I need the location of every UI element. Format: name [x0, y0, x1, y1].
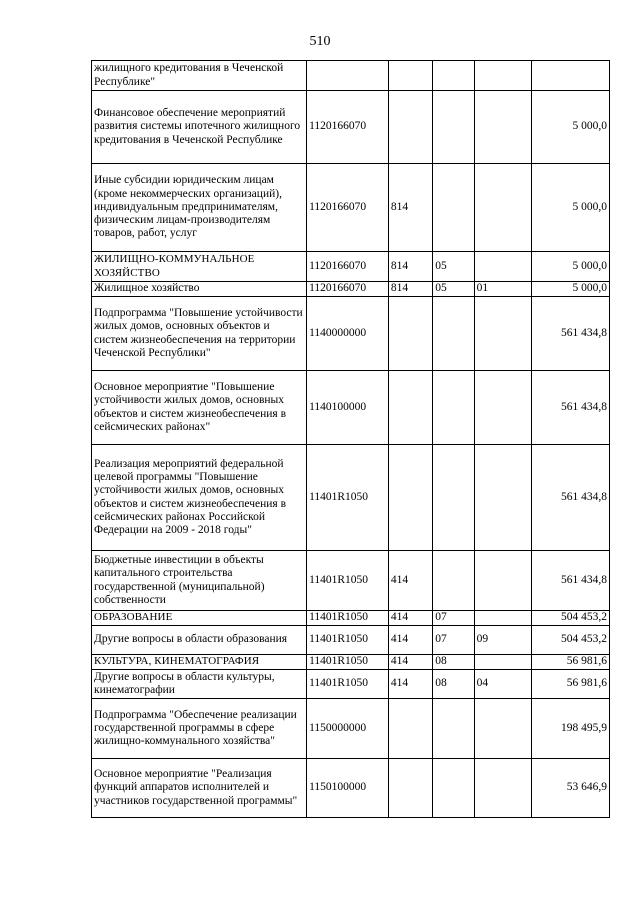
- row-section: 08: [433, 655, 474, 670]
- row-section: [433, 297, 474, 371]
- row-subsection: [474, 611, 532, 626]
- row-code: 11401R1050: [307, 626, 389, 655]
- table-row: [92, 699, 610, 759]
- row-subsection: 09: [474, 626, 532, 655]
- table-row: [92, 551, 610, 611]
- table-row: [92, 91, 610, 164]
- row-section: [433, 91, 474, 164]
- row-section: 07: [433, 626, 474, 655]
- row-subsection: [474, 655, 532, 670]
- row-code: 1150000000: [307, 699, 389, 759]
- row-expense-type: 814: [388, 282, 432, 297]
- budget-table: [91, 60, 610, 818]
- row-sum: 5 000,0: [532, 252, 610, 282]
- row-subsection: [474, 699, 532, 759]
- row-code: [307, 61, 389, 91]
- table-row: [92, 611, 610, 626]
- row-expense-type: [388, 61, 432, 91]
- row-name: Подпрограмма "Повышение устойчивости жилых домов, основных объектов и систем жизнеобеспечения на территории Чеченской Республики": [92, 297, 307, 371]
- row-sum: 561 434,8: [532, 371, 610, 445]
- row-expense-type: 814: [388, 164, 432, 252]
- row-subsection: [474, 759, 532, 818]
- row-name: Другие вопросы в области культуры, кинематографии: [92, 670, 307, 699]
- row-sum: [532, 61, 610, 91]
- table-row: [92, 371, 610, 445]
- row-name: Основное мероприятие "Реализация функций аппаратов исполнителей и участников государственной программы": [92, 759, 307, 818]
- row-name: ОБРАЗОВАНИЕ: [92, 611, 307, 626]
- row-sum: 5 000,0: [532, 282, 610, 297]
- row-expense-type: [388, 759, 432, 818]
- row-expense-type: 814: [388, 252, 432, 282]
- row-subsection: 01: [474, 282, 532, 297]
- row-name: Иные субсидии юридическим лицам (кроме некоммерческих организаций), индивидуальным предпринимателям, физическим лицам-производителям товаров, работ, услуг: [92, 164, 307, 252]
- row-sum: 53 646,9: [532, 759, 610, 818]
- row-subsection: [474, 551, 532, 611]
- row-sum: 504 453,2: [532, 626, 610, 655]
- row-section: [433, 164, 474, 252]
- row-expense-type: 414: [388, 626, 432, 655]
- row-expense-type: [388, 371, 432, 445]
- row-name: Бюджетные инвестиции в объекты капитального строительства государственной (муниципальной) собственности: [92, 551, 307, 611]
- row-code: 11401R1050: [307, 611, 389, 626]
- row-code: 1150100000: [307, 759, 389, 818]
- row-name: Финансовое обеспечение мероприятий развития системы ипотечного жилищного кредитования в Чеченской Республике: [92, 91, 307, 164]
- table-row: [92, 252, 610, 282]
- table-row: [92, 282, 610, 297]
- row-expense-type: [388, 91, 432, 164]
- row-subsection: [474, 91, 532, 164]
- row-name: ЖИЛИЩНО-КОММУНАЛЬНОЕ ХОЗЯЙСТВО: [92, 252, 307, 282]
- row-subsection: [474, 297, 532, 371]
- row-code: 1120166070: [307, 164, 389, 252]
- row-section: [433, 61, 474, 91]
- row-section: [433, 445, 474, 551]
- row-name: Реализация мероприятий федеральной целевой программы "Повышение устойчивости жилых домов, основных объектов и систем жизнеобеспечения в сейсмических районах Российской Федерации на 2009 - 2018 годы": [92, 445, 307, 551]
- row-name: Основное мероприятие "Повышение устойчивости жилых домов, основных объектов и систем жизнеобеспечения в сейсмических районах": [92, 371, 307, 445]
- row-section: 07: [433, 611, 474, 626]
- row-section: [433, 371, 474, 445]
- row-name: Подпрограмма "Обеспечение реализации государственной программы в сфере жилищно-коммунального хозяйства": [92, 699, 307, 759]
- row-expense-type: [388, 445, 432, 551]
- row-subsection: 04: [474, 670, 532, 699]
- row-section: [433, 759, 474, 818]
- table-row: [92, 164, 610, 252]
- row-section: 05: [433, 252, 474, 282]
- row-section: 08: [433, 670, 474, 699]
- row-sum: 561 434,8: [532, 445, 610, 551]
- row-code: 1140100000: [307, 371, 389, 445]
- row-code: 1140000000: [307, 297, 389, 371]
- row-section: 05: [433, 282, 474, 297]
- row-expense-type: 414: [388, 611, 432, 626]
- row-sum: 504 453,2: [532, 611, 610, 626]
- row-code: 1120166070: [307, 252, 389, 282]
- table-row: [92, 297, 610, 371]
- row-subsection: [474, 61, 532, 91]
- table-row: [92, 759, 610, 818]
- row-name: Жилищное хозяйство: [92, 282, 307, 297]
- row-sum: 198 495,9: [532, 699, 610, 759]
- row-sum: 561 434,8: [532, 297, 610, 371]
- row-sum: 56 981,6: [532, 670, 610, 699]
- row-section: [433, 551, 474, 611]
- row-subsection: [474, 252, 532, 282]
- page-number: 510: [309, 34, 331, 49]
- row-code: 1120166070: [307, 282, 389, 297]
- row-expense-type: 414: [388, 551, 432, 611]
- row-name: жилищного кредитования в Чеченской Республике": [92, 61, 307, 91]
- row-name: КУЛЬТУРА, КИНЕМАТОГРАФИЯ: [92, 655, 307, 670]
- row-subsection: [474, 371, 532, 445]
- table-row: [92, 445, 610, 551]
- row-expense-type: 414: [388, 670, 432, 699]
- row-expense-type: [388, 297, 432, 371]
- row-expense-type: [388, 699, 432, 759]
- row-section: [433, 699, 474, 759]
- row-code: 11401R1050: [307, 655, 389, 670]
- table-row: [92, 626, 610, 655]
- row-name: Другие вопросы в области образования: [92, 626, 307, 655]
- row-expense-type: 414: [388, 655, 432, 670]
- row-code: 1120166070: [307, 91, 389, 164]
- row-sum: 5 000,0: [532, 91, 610, 164]
- row-code: 11401R1050: [307, 445, 389, 551]
- row-sum: 5 000,0: [532, 164, 610, 252]
- row-sum: 56 981,6: [532, 655, 610, 670]
- table-row: [92, 61, 610, 91]
- table-row: [92, 655, 610, 670]
- row-code: 11401R1050: [307, 551, 389, 611]
- row-code: 11401R1050: [307, 670, 389, 699]
- table-row: [92, 670, 610, 699]
- row-subsection: [474, 164, 532, 252]
- row-sum: 561 434,8: [532, 551, 610, 611]
- row-subsection: [474, 445, 532, 551]
